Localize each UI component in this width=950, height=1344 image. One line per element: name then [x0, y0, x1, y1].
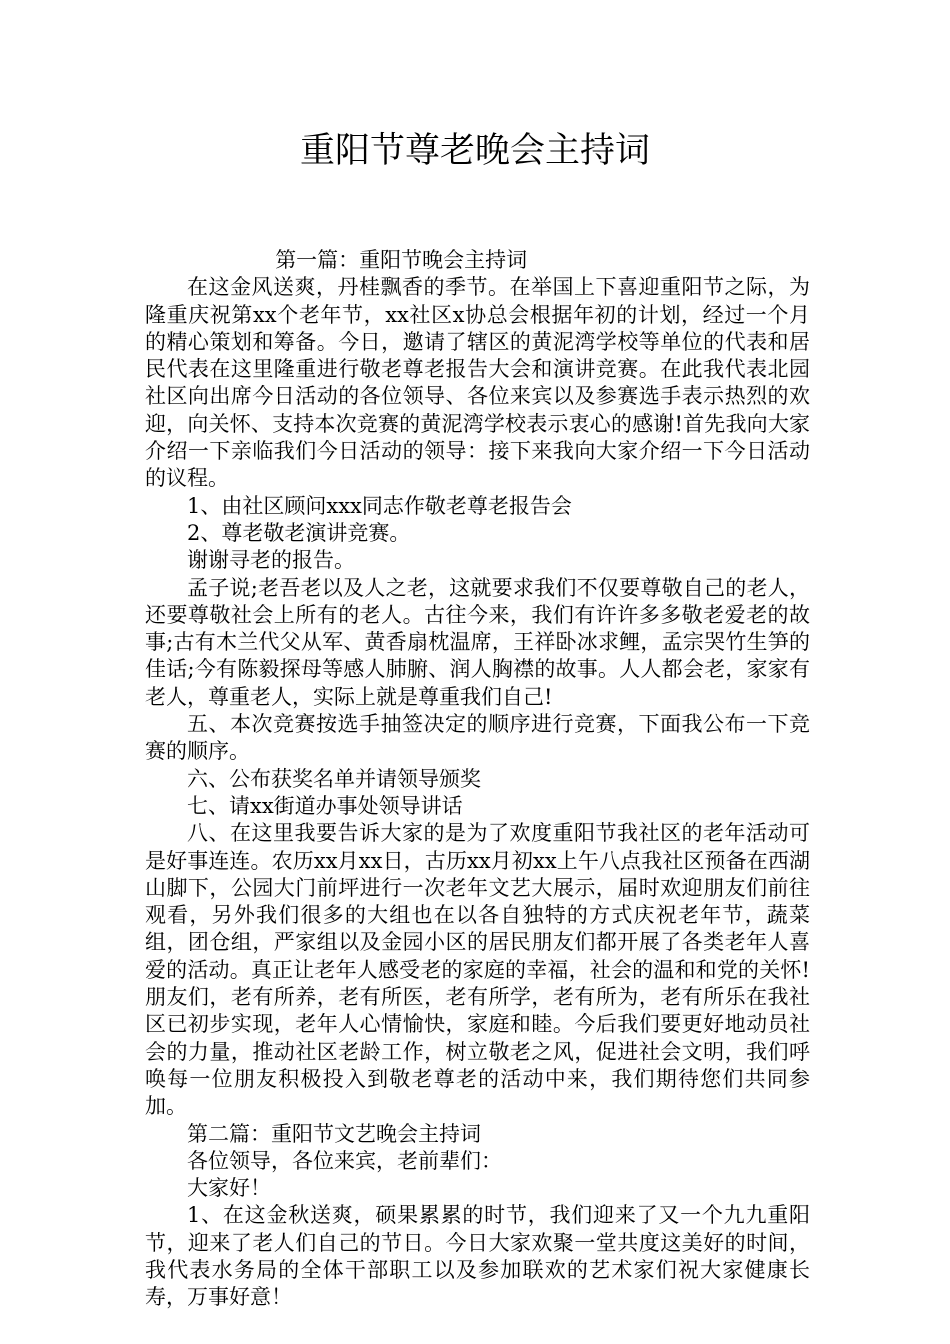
agenda-item-5: 五、本次竞赛按选手抽签决定的顺序进行竞赛，下面我公布一下竞赛的顺序。: [145, 712, 810, 764]
paragraph-thanks: 谢谢寻老的报告。: [187, 548, 355, 573]
agenda-item-8: 八、在这里我要告诉大家的是为了欢度重阳节我社区的老年活动可是好事连连。农历xx月xx日，古历xx月初xx上午八点我社区预备在西湖山脚下，公园大门前坪进行一次老年文艺大展示，届时欢迎朋友们前往观看，另外我们很多的大组也在以各自独特的方式庆祝老年节，蔬菜组，团仓组，严家组以及金园小区的居民朋友们都开展了各类老年人喜爱的活动。真正让老年人感受老的家庭的幸福，社会的温和和党的关怀!朋友们，老有所养，老有所医，老有所学，老有所为，老有所乐在我社区已初步实现，老年人心情愉快，家庭和睦。今后我们要更好地动员社会的力量，推动社区老龄工作，树立敬老之风，促进社会文明，我们呼唤每一位朋友积极投入到敬老尊老的活动中来，我们期待您们共同参加。: [145, 821, 810, 1119]
paragraph-opening: 在这金风送爽，丹桂飘香的季节。在举国上下喜迎重阳节之际，为隆重庆祝第xx个老年节，xx社区x协总会根据年初的计划，经过一个月的精心策划和筹备。今日，邀请了辖区的黄泥湾学校等单位的代表和居民代表在这里隆重进行敬老尊老报告大会和演讲竞赛。在此我代表北园社区向出席今日活动的各位领导、各位来宾以及参赛选手表示热烈的欢迎，向关怀、支持本次竞赛的黄泥湾学校表示衷心的感谢!首先我向大家介绍一下亲临我们今日活动的领导：接下来我向大家介绍一下今日活动的议程。: [145, 275, 810, 491]
agenda-item-2: 2、尊老敬老演讲竞赛。: [187, 520, 411, 545]
agenda-item-6: 六、公布获奖名单并请领导颁奖: [187, 766, 481, 791]
agenda-item-1: 1、由社区顾问xxx同志作敬老尊老报告会: [187, 493, 572, 518]
document-title: 重阳节尊老晚会主持词: [299, 131, 650, 171]
paragraph-closing: 1、在这金秋送爽，硕果累累的时节，我们迎来了又一个九九重阳节，迎来了老人们自己的节日。今日大家欢聚一堂共度这美好的时间，我代表水务局的全体干部职工以及参加联欢的艺术家们祝大家健康长寿，万事好意！: [145, 1203, 810, 1310]
section-heading-1: 第一篇：重阳节晚会主持词: [275, 248, 528, 272]
paragraph-greeting: 各位领导，各位来宾，老前辈们：: [187, 1148, 502, 1173]
section-heading-2: 第二篇：重阳节文艺晚会主持词: [187, 1121, 481, 1146]
paragraph-mencius: 孟子说;老吾老以及人之老，这就要求我们不仅要尊敬自己的老人，还要尊敬社会上所有的老人。古往今来，我们有许许多多敬老爱老的故事;古有木兰代父从军、黄香扇枕温席，王祥卧冰求鲤，孟宗哭竹生笋的佳话;今有陈毅探母等感人肺腑、润人胸襟的故事。人人都会老，家家有老人，尊重老人，实际上就是尊重我们自己!: [145, 575, 810, 709]
agenda-item-7: 七、请xx街道办事处领导讲话: [187, 793, 463, 818]
document-body: [145, 247, 810, 1312]
paragraph-hello: 大家好！: [187, 1176, 271, 1201]
